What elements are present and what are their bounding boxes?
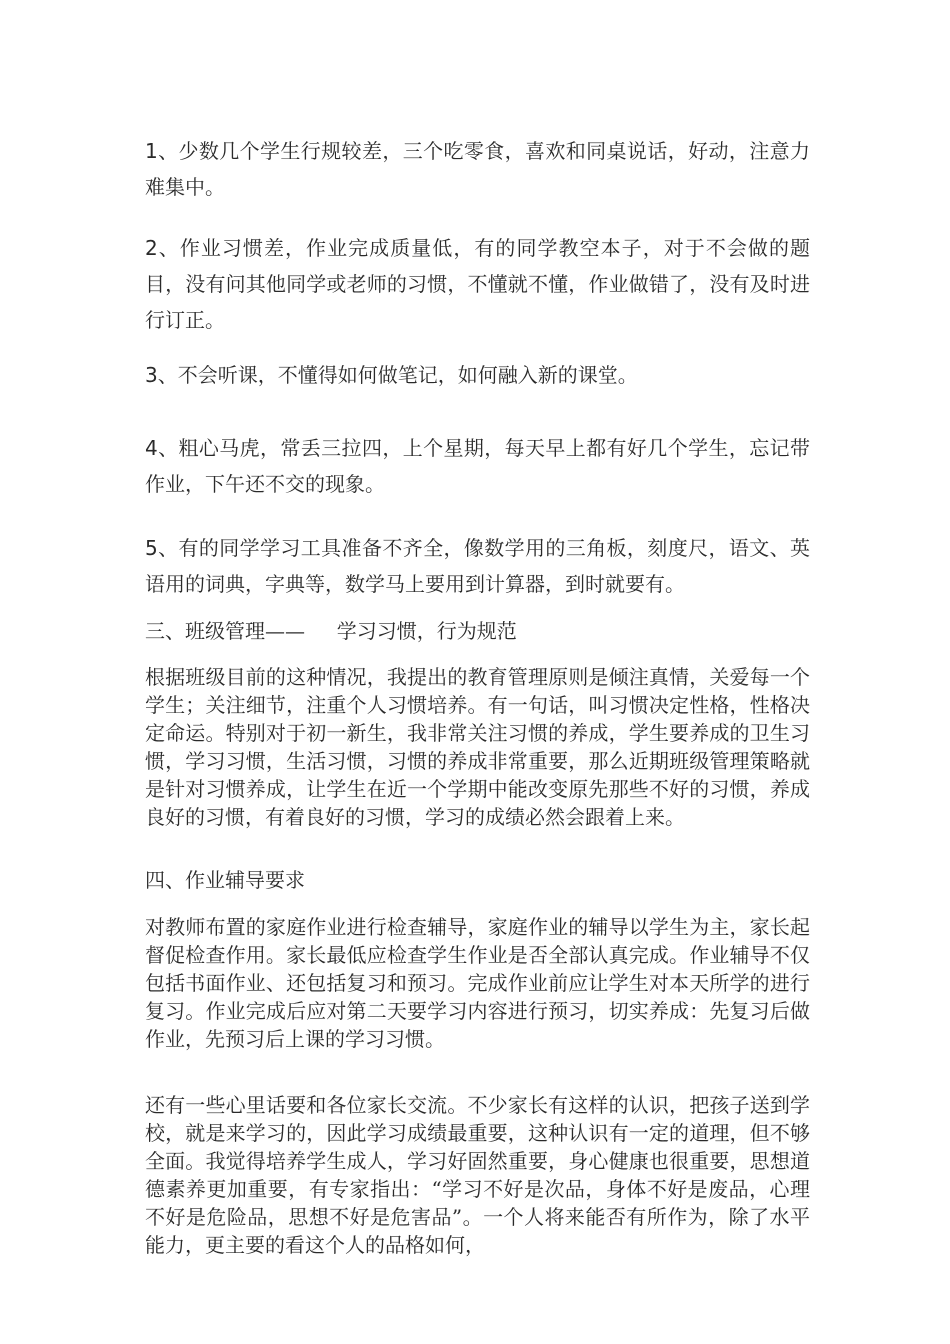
list-item-4: 4、粗心马虎，常丢三拉四，上个星期，每天早上都有好几个学生，忘记带作业，下午还不交的现象。 xyxy=(145,436,810,496)
paragraph-homework: 对教师布置的家庭作业进行检查辅导，家庭作业的辅导以学生为主，家长起督促检查作用。家长最低应检查学生作业是否全部认真完成。作业辅导不仅包括书面作业、还包括复习和预习。完成作业前应让学生对本天所学的进行复习。作业完成后应对第二天要学习内容进行预习，切实养成：先复习后做作业，先预习后上课的学习习惯。 xyxy=(145,915,810,1051)
list-item-3: 3、不会听课，不懂得如何做笔记，如何融入新的课堂。 xyxy=(145,363,638,387)
section-heading-homework: 四、作业辅导要求 xyxy=(145,868,305,892)
paragraph-closing: 还有一些心里话要和各位家长交流。不少家长有这样的认识，把孩子送到学校，就是来学习的，因此学习成绩最重要，这种认识有一定的道理，但不够全面。我觉得培养学生成人，学习好固然重要，身心健康也很重要，思想道德素养更加重要，有专家指出：“学习不好是次品，身体不好是废品，心理不好是危险品，思想不好是危害品”。一个人将来能否有所作为，除了水平能力，更主要的看这个人的品格如何， xyxy=(145,1093,810,1257)
section-heading-class-management: 三、班级管理—— 学习习惯，行为规范 xyxy=(145,619,517,643)
list-item-5: 5、有的同学学习工具准备不齐全，像数学用的三角板，刻度尺，语文、英语用的词典，字典等，数学马上要用到计算器，到时就要有。 xyxy=(145,536,810,596)
list-item-2: 2、作业习惯差，作业完成质量低，有的同学教空本子，对于不会做的题目，没有问其他同学或老师的习惯，不懂就不懂，作业做错了，没有及时进行订正。 xyxy=(145,236,810,332)
paragraph-class-management: 根据班级目前的这种情况，我提出的教育管理原则是倾注真情，关爱每一个学生；关注细节，注重个人习惯培养。有一句话，叫习惯决定性格，性格决定命运。特别对于初一新生，我非常关注习惯的养成，学生要养成的卫生习惯，学习习惯，生活习惯，习惯的养成非常重要，那么近期班级管理策略就是针对习惯养成，让学生在近一个学期中能改变原先那些不好的习惯，养成良好的习惯，有着良好的习惯，学习的成绩必然会跟着上来。 xyxy=(145,665,810,829)
list-item-1: 1、少数几个学生行规较差，三个吃零食，喜欢和同桌说话，好动，注意力难集中。 xyxy=(145,139,810,199)
